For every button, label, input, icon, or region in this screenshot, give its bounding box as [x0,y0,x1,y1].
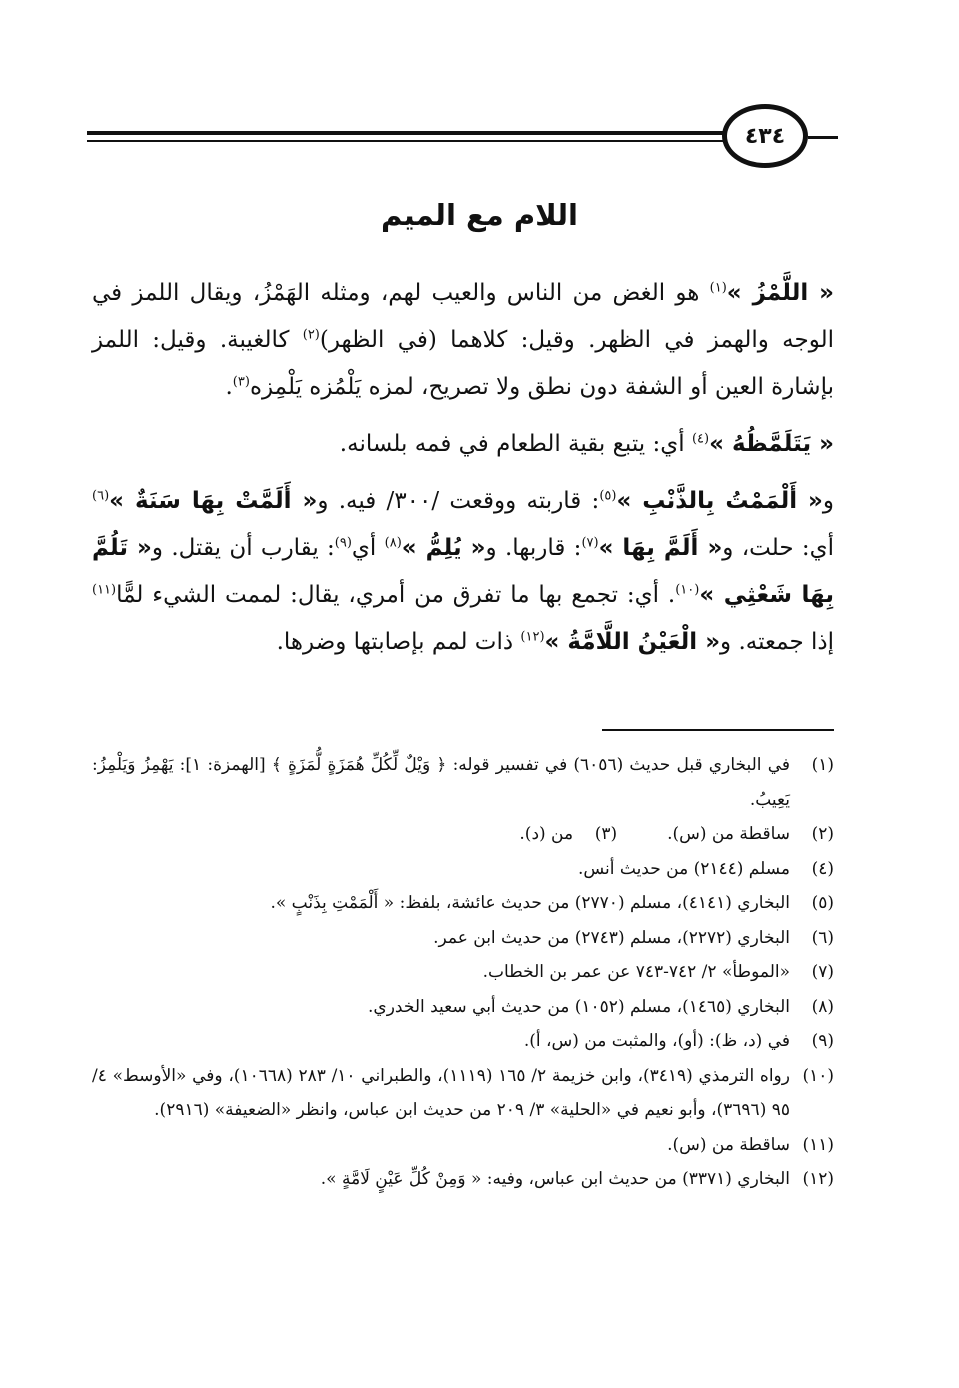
footnote-5 [92,886,834,921]
footnote-text: البخاري (١٤٦٥)، مسلم (١٠٥٢) من حديث أبي سعيد الخدري. [368,996,790,1017]
text: : يقارب أن يقتل. و [151,535,335,561]
text: كالغيبة. وقيل: اللمز بإشارة العين أو الشفة دون نطق ولا تصريح، لمزه يَلْمُزه يَلْمِزه [92,327,834,400]
footnote-2 [667,817,834,852]
footnote-number: (٥) [811,893,834,913]
footnote-number: (١٠) [802,1065,834,1086]
footnote-10 [92,1059,834,1128]
paragraph-2 [92,421,834,468]
footnote-ref[interactable]: (٩) [334,535,352,551]
footnote-text: في البخاري قبل حديث (٦٠٥٦) في تفسير قوله: ﴿ وَيْلٌ لِّكُلِّ هُمَزَةٍ لُّمَزَةٍ ﴾ [الهمزة: ١]: يَهْمِزُ وَيَلْمِزُ: يَعِيبُ. [92,755,791,810]
page-number: ٤٣٤ [722,104,808,168]
footnote-ref[interactable]: (٨) [384,535,402,551]
keyword: « يُلِمُّ » [401,535,486,561]
footnote-ref[interactable]: (١٠) [675,582,700,598]
footnote-text: «الموطأ» ٢/ ٧٤٢-٧٤٣ عن عمر بن الخطاب. [482,962,790,982]
footnote-9 [92,1024,834,1059]
paragraph-3 [92,478,834,666]
keyword: « يَتَلَمَّظُهُ » [709,431,834,457]
footnote-number: (٦) [811,927,834,948]
footnote-ref[interactable]: (٦) [92,488,110,504]
footnote-number: (١) [811,755,834,775]
footnote-text: البخاري (٣٣٧١) من حديث ابن عباس، وفيه: « وَمِنْ كُلِّ عَيْنٍ لَامَّةٍ ». [320,1169,790,1189]
keyword: « تَلُمَّ بِهَا شَعْثِي » [92,535,834,608]
footnote-ref[interactable]: (١) [709,280,727,296]
keyword: « أَلْمَمْتُ بِالذَّنْبِ » [616,488,823,514]
footnote-number: (٤) [811,858,834,879]
footnote-ref[interactable]: (٢) [302,327,320,343]
text: و [822,488,835,514]
keyword: « اللَّمْزُ » [726,280,834,306]
footnote-text: ساقطة من (س). [667,824,790,844]
footnote-text: من (د). [519,824,574,844]
text: أي: يتبع بقية الطعام في فمه بلسانه. [339,431,692,457]
footnote-number: (٩) [811,1031,834,1051]
footnote-number: (١١) [802,1134,834,1155]
footnote-text: رواه الترمذي (٣٤١٩)، وابن خزيمة ٢/ ١٦٥ (١١١٩)، والطبراني ١٠/ ٢٨٣ (١٠٦٦٨)، وفي «الأوسط» ٤/ ٩٥ (٣٦٩٦)، وأبو نعيم في «الحلية» ٣/ ٢٠٩ من حديث ابن عباس، وانظر «الضعيفة» (٢٩١٦). [92,1065,790,1120]
text: هو الغض من الناس والعيب لهم، ومثله الهَمْزُ، ويقال اللمز في الوجه والهمز في الظهر. وقيل: كلاهما (في الظهر) [92,280,834,353]
text: . أي: تجمع بها ما تفرق من أمري، يقال: لممت الشيء لمًّا [116,582,676,608]
footnote-1 [92,748,834,817]
text: : قاربته ووقعت /٣٠٠/ فيه. و [317,488,600,514]
footnote-text: مسلم (٢١٤٤) من حديث أنس. [577,858,790,879]
header-rule-thick [87,131,727,135]
text: ذات لمم بإصابتها وضرها. [276,629,521,655]
footnote-text: البخاري (٢٢٧٢)، مسلم (٢٧٤٣) من حديث ابن عمر. [433,927,790,948]
footnote-8 [92,990,834,1025]
footnote-text: ساقطة من (س). [667,1134,790,1155]
footnote-ref[interactable]: (٧) [581,535,599,551]
footnote-3 [519,817,617,852]
main-text [92,270,834,666]
text: . [225,374,233,400]
keyword: « الْعَيْنُ اللَّامَّةُ » [544,629,721,655]
footnote-text: في (د، ظ): (أو)، والمثبت من (س، أ). [523,1031,790,1051]
footnote-divider [602,729,834,731]
footnote-number: (٨) [811,996,834,1017]
text: أي: حلت، و [722,535,834,561]
footnote-number: (٢) [811,824,834,844]
keyword: « أَلَمَّ بِهَا » [598,535,723,561]
footnote-number: (١٢) [802,1169,834,1189]
footnote-11 [92,1128,834,1163]
footnote-7 [92,955,834,990]
footnote-12 [92,1162,834,1197]
paragraph-1 [92,270,834,411]
header-rule-right [808,136,838,139]
text: أي [351,535,385,561]
footnote-ref[interactable]: (٥) [599,488,617,504]
footnote-number: (٣) [594,824,618,844]
text: : قاربها. و [485,535,582,561]
footnote-text: البخاري (٤١٤١)، مسلم (٢٧٧٠) من حديث عائشة، بلفظ: « أَلْمَمْتِ بِذَنْبٍ ». [270,893,790,913]
footnotes [92,748,834,1197]
footnote-ref[interactable]: (٣) [232,374,250,390]
section-title: اللام مع الميم [381,198,578,232]
text: إذا جمعته. و [720,629,834,655]
footnote-6 [92,921,834,956]
footnote-row-2-3 [92,817,834,852]
footnote-ref[interactable]: (١٢) [520,629,545,645]
footnote-4 [92,852,834,887]
footnote-number: (٧) [811,962,834,982]
keyword: « أَلَمَّتْ بِهَا سَنَةٌ » [109,488,318,514]
footnote-ref[interactable]: (٤) [691,431,710,447]
footnote-ref[interactable]: (١١) [92,582,117,598]
header-rule-thin [87,140,727,142]
